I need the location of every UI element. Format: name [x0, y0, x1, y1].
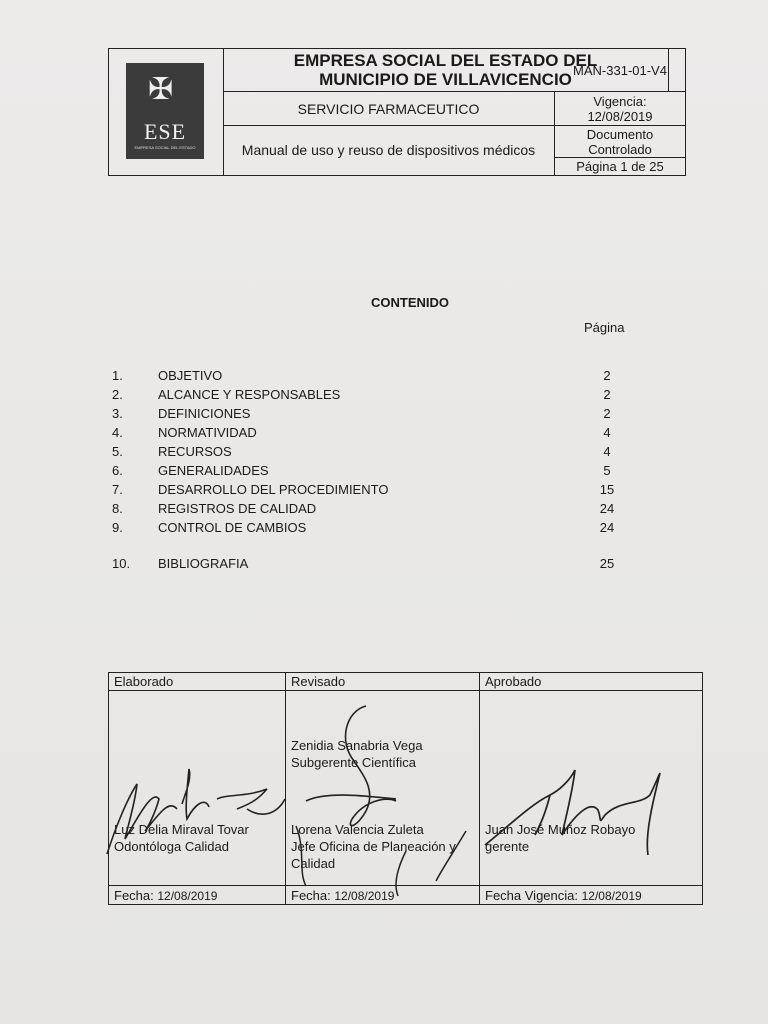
elaborado-column: [109, 673, 286, 904]
toc-item: [112, 556, 632, 575]
toc-text: ALCANCE Y RESPONSABLES: [158, 387, 341, 402]
logo-text: ESE: [143, 119, 187, 144]
toc-number: 7.: [112, 482, 123, 497]
vigencia-cell: [555, 92, 685, 126]
toc-page: 25: [599, 556, 615, 571]
approvals-table: [108, 672, 703, 905]
toc-text: DESARROLLO DEL PROCEDIMIENTO: [158, 482, 389, 497]
page-info: Página 1 de 25: [576, 159, 664, 174]
revisado-column: [286, 673, 480, 904]
toc-page: 24: [599, 501, 615, 516]
toc-text: BIBLIOGRAFIA: [158, 556, 249, 571]
signatory-name: Zenidia Sanabria Vega: [291, 738, 423, 753]
aprobado-signature: [480, 765, 702, 865]
table-of-contents: [112, 368, 632, 575]
signatory-role: gerente: [485, 839, 530, 854]
logo-subtext: EMPRESA SOCIAL DEL ESTADO: [134, 145, 196, 150]
toc-item: [112, 501, 632, 520]
revisado-date: [286, 885, 479, 904]
toc-page: 4: [603, 444, 611, 459]
toc-number: 1.: [112, 368, 123, 383]
contents-title: CONTENIDO: [371, 295, 449, 310]
document-status-line-1: Documento: [586, 127, 654, 142]
toc-number: 8.: [112, 501, 123, 516]
document-status: [555, 126, 685, 158]
toc-item: [112, 425, 632, 444]
toc-page: 4: [603, 425, 611, 440]
service-name: SERVICIO FARMACEUTICO: [223, 92, 555, 126]
fecha-value: 12/08/2019: [334, 889, 395, 903]
toc-item: [112, 482, 632, 501]
toc-page: 5: [603, 463, 611, 478]
elaborado-header: Elaborado: [109, 673, 285, 691]
signatory-name: Juan José Muñoz Robayo: [485, 822, 636, 837]
toc-number: 10.: [112, 556, 131, 571]
toc-item: [112, 463, 632, 482]
toc-number: 2.: [112, 387, 123, 402]
fecha-label: Fecha:: [114, 888, 158, 903]
vigencia-label: Vigencia:: [593, 94, 647, 109]
document-status-line-2: Controlado: [588, 142, 652, 157]
aprobado-header: Aprobado: [480, 673, 702, 691]
elaborado-date: [109, 885, 285, 904]
document-code: MAN-331-01-V4: [555, 49, 685, 92]
signatory-name: Luz Delia Miraval Tovar: [114, 822, 249, 837]
signatory-role: Odontóloga Calidad: [114, 839, 229, 854]
aprobado-column: [480, 673, 702, 904]
toc-text: OBJETIVO: [158, 368, 223, 383]
org-line-1: EMPRESA SOCIAL DEL ESTADO DEL: [293, 51, 598, 70]
toc-item: [112, 406, 632, 425]
toc-item: [112, 520, 632, 539]
aprobado-date: [480, 885, 702, 904]
document-header-table: [108, 48, 686, 176]
toc-page: 2: [603, 368, 611, 383]
vigencia-date: 12/08/2019: [587, 109, 653, 124]
toc-number: 5.: [112, 444, 123, 459]
toc-text: GENERALIDADES: [158, 463, 269, 478]
revisado-header: Revisado: [286, 673, 479, 691]
toc-page: 15: [599, 482, 615, 497]
org-line-2: MUNICIPIO DE VILLAVICENCIO: [319, 70, 572, 89]
page-column-header: Página: [584, 320, 625, 335]
toc-text: RECURSOS: [158, 444, 232, 459]
toc-number: 4.: [112, 425, 123, 440]
ese-logo: [126, 63, 204, 159]
manual-title: Manual de uso y reuso de dispositivos médicos: [223, 126, 555, 175]
toc-item: [112, 368, 632, 387]
signatory-name: Lorena Valencia Zuleta: [291, 822, 424, 837]
signatory-role: Subgerente Científica: [291, 755, 417, 770]
toc-text: DEFINICIONES: [158, 406, 251, 421]
toc-page: 2: [603, 387, 611, 402]
toc-number: 6.: [112, 463, 123, 478]
fecha-label: Fecha Vigencia:: [485, 888, 582, 903]
toc-number: 9.: [112, 520, 123, 535]
toc-item: [112, 387, 632, 406]
elaborado-signature: [97, 759, 287, 864]
fecha-value: 12/08/2019: [581, 889, 642, 903]
fecha-value: 12/08/2019: [157, 889, 218, 903]
cross-pattern-icon: ✠: [148, 72, 174, 107]
toc-text: NORMATIVIDAD: [158, 425, 257, 440]
revisado-signature: [286, 701, 480, 901]
signatory-role-continued: Calidad: [291, 856, 336, 871]
fecha-label: Fecha:: [291, 888, 335, 903]
toc-item: [112, 444, 632, 463]
toc-page: 24: [599, 520, 615, 535]
toc-page: 2: [603, 406, 611, 421]
toc-number: 3.: [112, 406, 123, 421]
logo-cell: [109, 49, 224, 175]
toc-text: REGISTROS DE CALIDAD: [158, 501, 317, 516]
toc-text: CONTROL DE CAMBIOS: [158, 520, 307, 535]
signatory-role: Jefe Oficina de Planeación y: [291, 839, 456, 854]
